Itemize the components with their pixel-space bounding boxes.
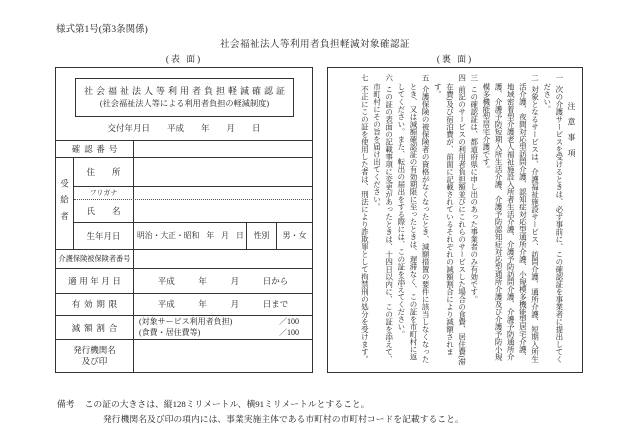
birth-year: 年: [206, 231, 215, 241]
issue-date-era: 平成: [166, 123, 184, 133]
sex-label: 性別: [246, 223, 276, 249]
apply-date-year: 年: [198, 276, 207, 287]
apply-date-label: 適用年月日: [56, 269, 134, 293]
row-furigana: [74, 186, 312, 199]
name-value: [134, 200, 312, 222]
issue-date-day: 日: [252, 123, 261, 133]
expiry-date-label: 有効期限: [56, 294, 134, 315]
recipient-label-cell: [56, 158, 74, 249]
notice-item-6-number: 六: [384, 74, 394, 82]
notice-item-3-text: この確認証は、都道府県に申し出のあった事業者のみ有効です。: [469, 85, 479, 304]
furigana-value: [134, 187, 312, 199]
address-value: [134, 158, 312, 186]
reduction-rate-label: 減額割合: [56, 316, 134, 340]
remarks-label: 備考: [57, 399, 75, 409]
apply-date-day: 日から: [262, 276, 289, 287]
notice-item-3: [468, 74, 480, 366]
reduction-line-meal: [134, 328, 312, 339]
issuer-label-line1: 発行機関名: [73, 345, 116, 356]
notice-item-2: [480, 74, 541, 366]
apply-date-value: [134, 269, 312, 293]
issue-date-year: 年: [200, 123, 210, 133]
notice-item-2-text: 対象となるサービスは、介護福祉施設サービス、訪問介護、通所介護、短期入所生活介護、夜間対応型訪問介護、認知症対応型通所介護、小規模多機能型居宅介護、地域密着型介護老人福祉施設入所者生活介護、介護予防訪問介護、介護予防通所介護、介護予防短期入所生活介護、介護予防認知症対応型通所介護及び介護予防小規模多機能型居宅介護です。: [481, 82, 540, 364]
notice-item-1-number: 一: [554, 74, 564, 82]
front-card-header: [56, 68, 312, 140]
insurance-number-value: [134, 250, 312, 269]
reduction-rate-value: [134, 316, 312, 340]
reduction-meal-item: (食費・居住費等): [139, 328, 201, 338]
notice-text-block: [333, 74, 577, 366]
row-insurance-number: [56, 249, 312, 269]
birth-month: 月: [221, 231, 229, 241]
row-issuer: [56, 339, 312, 372]
remarks-text-1: この証の大きさは、縦128ミリメートル、横91ミリメートルとすること。: [84, 399, 370, 409]
expiry-date-year: 年: [198, 299, 207, 310]
notice-item-5: [395, 74, 431, 366]
row-reduction-rate: [56, 315, 312, 340]
insurance-number-label: 介護保険被保険者番号: [56, 250, 134, 269]
expiry-date-month: 月: [230, 299, 240, 310]
apply-date-month: 月: [230, 276, 240, 287]
expiry-date-era: 平成: [157, 299, 175, 310]
confirmation-number-label: 確認番号: [56, 141, 134, 157]
reduction-line-service: [134, 317, 312, 328]
notice-item-4-number: 四: [457, 74, 467, 82]
apply-date-era: 平成: [157, 276, 175, 287]
front-table: [56, 140, 312, 372]
birth-era-options: 明治・大正・昭和: [137, 231, 200, 241]
notice-item-1-text: 次の介護サービスを受けるときは、必ず事前に、この確認証を事業者に提出してください。: [542, 82, 564, 364]
expiry-date-day: 日まで: [262, 299, 289, 310]
notice-item-6: [370, 74, 394, 366]
address-label: 住所: [74, 158, 134, 186]
front-card: [55, 67, 313, 373]
front-side-label: (表 面): [165, 54, 203, 64]
issuer-value: [134, 340, 312, 372]
card-title-box: [75, 78, 294, 117]
issuer-label: [56, 340, 134, 372]
reduction-service-item: (対象サービス利用者負担): [139, 316, 233, 326]
remarks-line-2: [103, 412, 464, 425]
issue-date-label: 交付年月日: [107, 123, 150, 133]
notice-item-4-text: 前記のサービスの利用者負担額並びにこれらのサービスした場合の食費、居住費(滞在費)及び宿泊費が、前面に記載されているそれぞれの減額割合により減額されます。: [433, 82, 467, 366]
row-expiry-date: [56, 293, 312, 315]
sex-options: 男・女: [276, 223, 312, 249]
row-recipient-group: [56, 157, 312, 249]
row-apply-date: [56, 268, 312, 293]
birth-day: 日: [235, 231, 244, 241]
issuer-label-line2: 及び印: [81, 356, 108, 367]
reduction-meal-rate: ／100: [279, 328, 299, 338]
notice-item-1: [541, 74, 565, 366]
row-confirmation-number: [56, 140, 312, 157]
card-title: 社会福祉法人等利用者負担軽減確認証: [83, 86, 288, 96]
notice-item-5-text: 介護保険の被保険者の資格がなくなったとき、減額措置の要件に該当しなくなったとき、又は減額確認証の有効期限に至ったときは、遅滞なく、この証を市町村に返してください。また、転出の届出をする際には、この証を添えてください。: [396, 82, 431, 364]
back-side-label: (裏 面): [436, 54, 474, 64]
notice-item-4: [431, 74, 467, 366]
notice-item-6-text: この証の表面の記載事項に変更があったときは、十四日以内に、この証を添えて、市町村にその旨を届け出てください。: [372, 82, 394, 364]
remarks-line-1: [57, 397, 369, 410]
notice-item-7-number: 七: [360, 74, 370, 82]
furigana-label: フリガナ: [74, 187, 134, 199]
form-number: 様式第1号(第3条関係): [56, 25, 148, 35]
name-label: 氏名: [74, 200, 134, 222]
notice-item-2-number: 二: [530, 74, 540, 82]
notice-title: 注意事項: [567, 102, 576, 165]
recipient-label: 受給者: [59, 179, 70, 228]
row-name: [74, 199, 312, 222]
notice-item-5-number: 五: [421, 74, 431, 82]
document-title: 社会福祉法人等利用者負担軽減対象確認証: [219, 40, 410, 50]
expiry-date-value: [134, 294, 312, 315]
notice-item-7-text: 不正にこの証を使用した者は、刑法により詐欺罪として拘禁刑の処分を受けます。: [360, 85, 370, 364]
birth-date-label: 生年月日: [74, 223, 134, 249]
issue-date-month: 月: [226, 123, 236, 133]
remarks-text-2: 発行機関名及び印の項内には、事業実施主体である市町村の市町村コードを記載すること。: [103, 414, 464, 424]
card-subtitle: (社会福祉法人等による利用者負担の軽減制度): [99, 99, 270, 108]
confirmation-number-value: [134, 141, 312, 157]
reduction-service-rate: ／100: [279, 316, 299, 326]
back-card: [327, 67, 583, 373]
row-address: [74, 158, 312, 186]
notice-item-7: [358, 74, 370, 366]
row-birth-date: [74, 222, 312, 249]
birth-date-value: [134, 223, 246, 249]
issue-date-line: [56, 122, 312, 134]
notice-item-3-number: 三: [469, 74, 479, 82]
recipient-fields: [74, 158, 312, 249]
